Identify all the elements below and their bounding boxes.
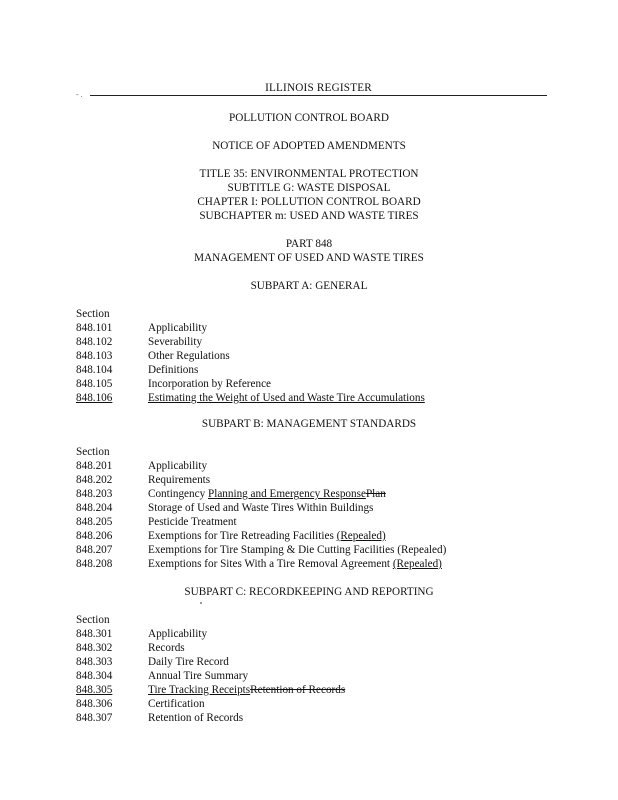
section-title-text: Exemptions for Tire Stamping & Die Cutting Facilities (Repealed) <box>148 544 447 556</box>
title-line: TITLE 35: ENVIRONMENTAL PROTECTION <box>199 168 419 180</box>
section-row <box>76 641 556 655</box>
section-title <box>148 515 237 529</box>
section-title <box>148 655 229 669</box>
subpart-c-section-label: Section <box>76 614 110 626</box>
section-number: 848.207 <box>76 544 113 556</box>
section-title <box>148 459 207 473</box>
section-title-text: Annual Tire Summary <box>148 670 249 682</box>
section-row <box>76 377 556 391</box>
section-number: 848.306 <box>76 698 113 710</box>
subtitle-line: SUBTITLE G: WASTE DISPOSAL <box>227 182 391 194</box>
section-row <box>76 459 556 473</box>
section-number: 848.202 <box>76 474 113 486</box>
section-number: 848.106 <box>76 392 113 404</box>
section-number: 848.104 <box>76 364 113 376</box>
section-title-text: Severability <box>148 336 203 348</box>
section-title <box>148 321 207 335</box>
section-title <box>148 683 345 697</box>
subpart-a-heading: SUBPART A: GENERAL <box>250 280 368 292</box>
margin-mark: - . <box>76 90 83 99</box>
section-title <box>148 501 373 515</box>
section-title-text: Exemptions for Tire Retreading Facilities <box>148 530 337 542</box>
part-title: MANAGEMENT OF USED AND WASTE TIRES <box>194 252 424 264</box>
section-number: 848.206 <box>76 530 113 542</box>
section-title <box>148 627 207 641</box>
section-title-text: Applicability <box>148 460 208 472</box>
section-title <box>148 529 386 543</box>
section-title-text: Records <box>148 642 185 654</box>
section-row <box>76 669 556 683</box>
part-number: PART 848 <box>285 238 333 250</box>
section-title-text: Applicability <box>148 628 208 640</box>
section-number: 848.304 <box>76 670 113 682</box>
section-number: 848.102 <box>76 336 113 348</box>
section-number: 848.103 <box>76 350 113 362</box>
subpart-b-heading: SUBPART B: MANAGEMENT STANDARDS <box>201 418 417 430</box>
board-name: POLLUTION CONTROL BOARD <box>229 112 389 124</box>
inserted-text: (Repealed) <box>336 530 386 542</box>
section-title-text: Contingency <box>148 488 208 500</box>
inserted-text: Planning and Emergency Response <box>207 488 366 500</box>
section-title <box>148 711 243 725</box>
section-title-text: Daily Tire Record <box>148 656 229 668</box>
deleted-text: Plan <box>365 488 386 500</box>
notice-heading: NOTICE OF ADOPTED AMENDMENTS <box>212 140 406 152</box>
section-title-text: Other Regulations <box>148 350 230 362</box>
inserted-text: (Repealed) <box>392 558 442 570</box>
section-title <box>148 363 198 377</box>
section-number: 848.105 <box>76 378 113 390</box>
section-row <box>76 529 556 543</box>
section-title-text: Exemptions for Sites With a Tire Removal Agreement <box>148 558 393 570</box>
section-row <box>76 321 556 335</box>
section-row <box>76 627 556 641</box>
section-title <box>148 473 210 487</box>
inserted-text: Tire Tracking Receipts <box>148 684 251 696</box>
section-number: 848.305 <box>76 684 113 696</box>
header-rule <box>90 95 547 96</box>
section-title <box>148 377 271 391</box>
section-row <box>76 683 556 697</box>
section-number: 848.203 <box>76 488 113 500</box>
section-number: 848.303 <box>76 656 113 668</box>
inserted-text: Estimating the Weight of Used and Waste Tire Accumulations <box>148 392 425 404</box>
section-row <box>76 655 556 669</box>
section-title <box>148 557 442 571</box>
subchapter-line: SUBCHAPTER m: USED AND WASTE TIRES <box>199 210 419 222</box>
section-number: 848.204 <box>76 502 113 514</box>
subpart-a-section-label: Section <box>76 308 110 320</box>
section-title-text: Pesticide Treatment <box>148 516 237 528</box>
section-title <box>148 641 185 655</box>
chapter-line: CHAPTER I: POLLUTION CONTROL BOARD <box>197 196 421 208</box>
section-number: 848.307 <box>76 712 113 724</box>
section-row <box>76 363 556 377</box>
section-row <box>76 557 556 571</box>
section-row <box>76 711 556 725</box>
section-number: 848.208 <box>76 558 113 570</box>
scan-speck <box>200 602 202 604</box>
section-title <box>148 349 230 363</box>
section-title <box>148 543 446 557</box>
section-title-text: Definitions <box>148 364 199 376</box>
section-title <box>148 697 205 711</box>
section-number: 848.301 <box>76 628 113 640</box>
section-title-text: Requirements <box>148 474 211 486</box>
section-number: 848.205 <box>76 516 113 528</box>
register-title: ILLINOIS REGISTER <box>265 82 372 94</box>
deleted-text: Retention of Records <box>250 684 346 696</box>
section-title <box>148 335 202 349</box>
section-title-text: Retention of Records <box>148 712 244 724</box>
section-row <box>76 697 556 711</box>
section-row <box>76 515 556 529</box>
section-title-text: Applicability <box>148 322 208 334</box>
section-title-text: Incorporation by Reference <box>148 378 272 390</box>
section-number: 848.101 <box>76 322 113 334</box>
section-number: 848.302 <box>76 642 113 654</box>
section-row <box>76 487 556 501</box>
section-row <box>76 391 556 405</box>
subpart-c-heading: SUBPART C: RECORDKEEPING AND REPORTING <box>184 586 434 598</box>
section-row <box>76 335 556 349</box>
section-row <box>76 501 556 515</box>
section-title <box>148 669 248 683</box>
section-title <box>148 487 386 501</box>
section-title-text: Storage of Used and Waste Tires Within Buildings <box>148 502 374 514</box>
subpart-b-section-label: Section <box>76 446 110 458</box>
section-title-text: Certification <box>148 698 205 710</box>
section-row <box>76 473 556 487</box>
section-number: 848.201 <box>76 460 113 472</box>
section-row <box>76 543 556 557</box>
section-row <box>76 349 556 363</box>
section-title <box>148 391 425 405</box>
